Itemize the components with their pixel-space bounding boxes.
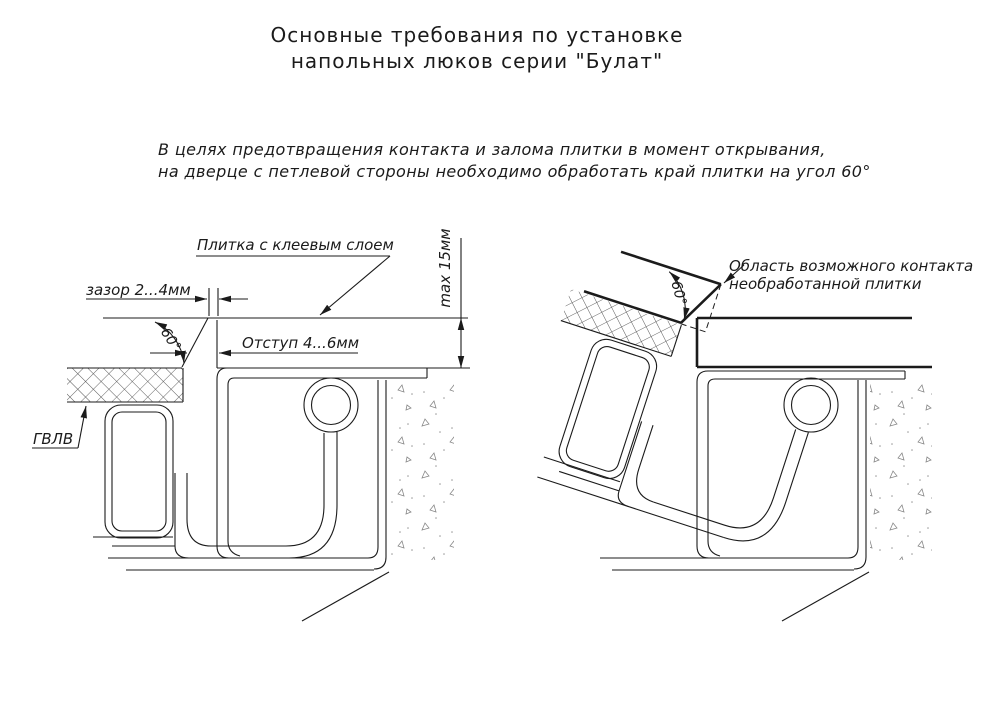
concrete-hatch-open [870,382,932,560]
tile-adhesive-label: Плитка с клеевым слоем [197,236,394,254]
gvlv-hatch-fill-open [561,289,682,356]
gap-dimension-label: зазор 2...4мм [86,281,191,299]
concrete-hatch [390,382,454,560]
frame-right-wall-inner-open [848,380,858,558]
door-tile-top-edge [621,252,721,284]
note-text-line-1: В целях предотвращения контакта и залома плитки в момент открывания, [158,140,826,159]
hinge-pin-inner-open [792,386,831,425]
gvlv-label-leader [78,406,86,448]
door-sheet-lines-open [537,457,730,538]
door-tube-outer [105,405,173,538]
fixed-tile-outline [697,318,932,367]
hinge-pin-outer [304,378,358,432]
break-line [302,572,389,621]
offset-dimension-label: Отступ 4...6мм [242,334,360,352]
frame-right-wall-outer-open [854,380,866,569]
gvlv-board-label: ГВЛВ [33,430,74,448]
angle-label-closed: 60° [156,325,184,355]
door-tube-inner [112,412,166,531]
closed-position-drawing [32,228,470,621]
door-sheet-step-inner-open [630,425,675,502]
max-thickness-label: max 15мм [436,228,454,308]
contact-area-label-line1: Область возможного контакта [729,257,974,275]
frame-right-wall-inner [368,380,378,558]
door-tube-inner-open [564,344,652,474]
hinge-arm-inner-open [653,395,795,537]
door-tube-outer-open [555,335,661,483]
hinge-pin-outer-open [784,378,838,432]
contact-area-label-line2: необработанной плитки [729,275,922,293]
gap-extension-lines [209,288,218,316]
frame-right-wall-outer [374,380,386,569]
hinge-arm-outer [289,432,337,558]
break-line-open [782,572,869,621]
tile-label-leader [320,256,390,315]
bevel-edge [182,318,208,367]
hinge-arm-outer-open [724,418,809,553]
open-position-drawing [513,241,974,621]
page-title-line-2: напольных люков серии "Булат" [290,49,664,73]
note-text-line-2: на дверце с петлевой стороны необходимо обработать край плитки на угол 60° [158,162,871,181]
page-title-line-1: Основные требования по установке [270,23,684,47]
gvlv-hatch-fill [67,368,183,402]
angle-label-open: 60° [667,279,690,308]
door-sheet-step-inner [187,473,211,546]
hinge-pin-inner [312,386,351,425]
